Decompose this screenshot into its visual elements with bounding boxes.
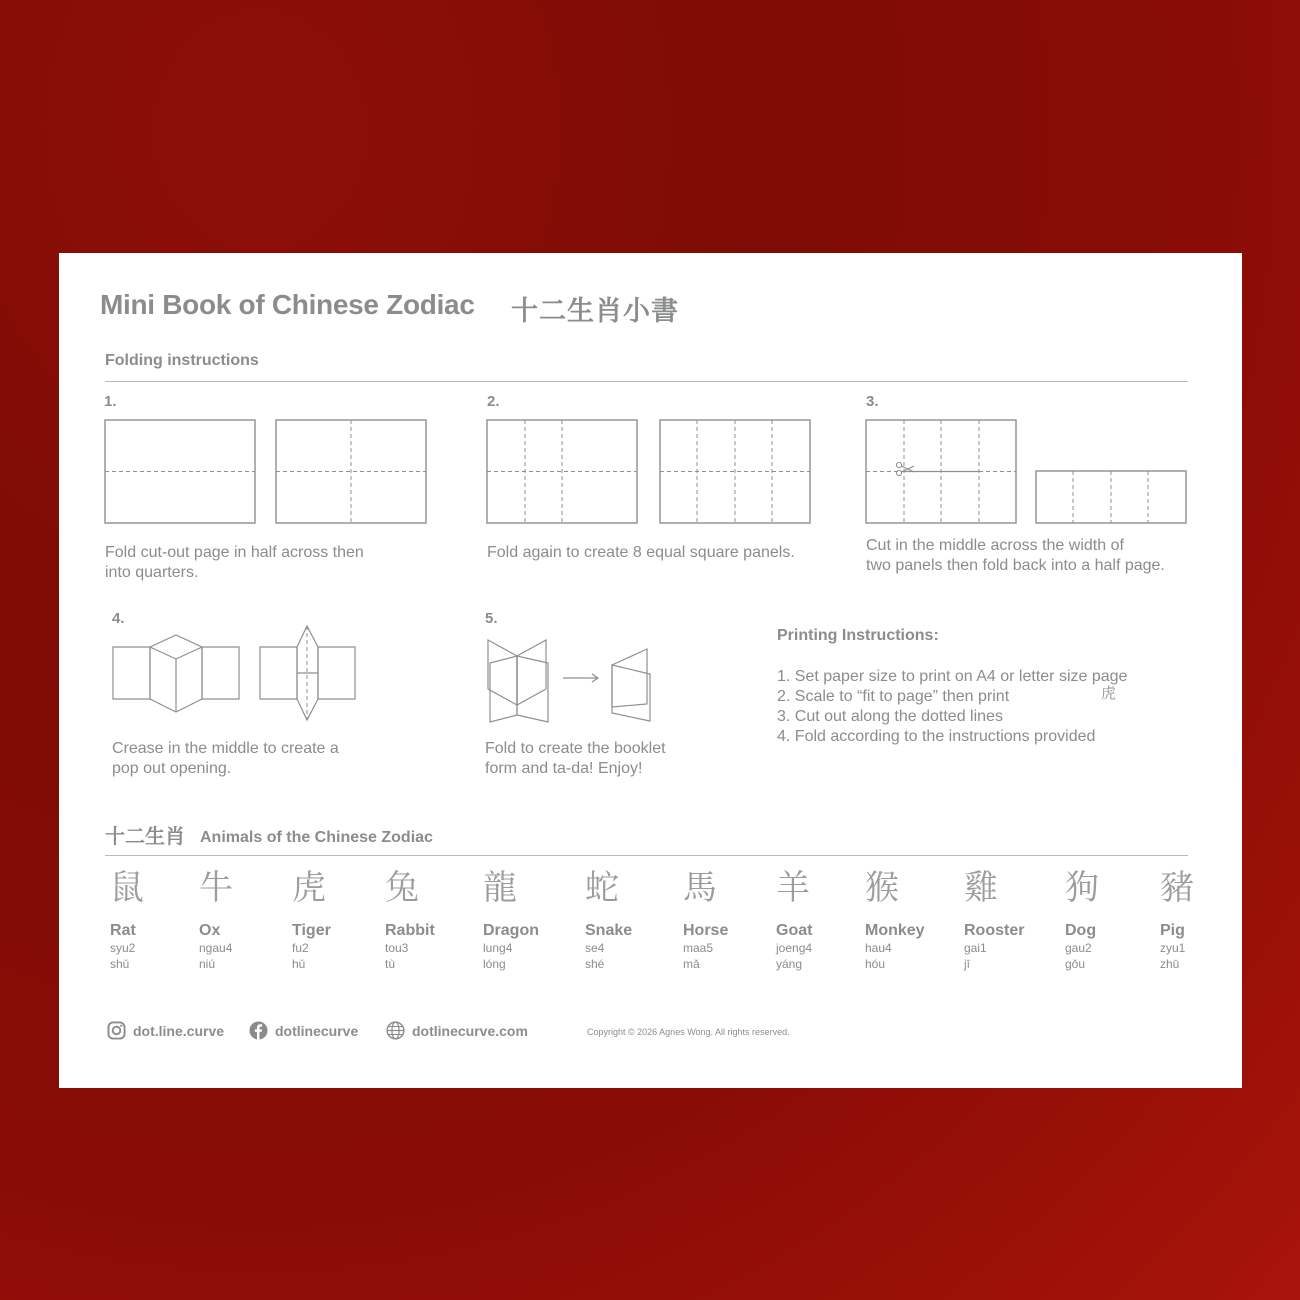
facebook-label: dotlinecurve: [275, 1022, 359, 1039]
zodiac-animal: [964, 868, 1064, 972]
zodiac-name: Rabbit: [385, 922, 435, 939]
zodiac-pinyin: shé: [585, 957, 605, 971]
zodiac-pinyin: jī: [964, 957, 970, 971]
instagram-link[interactable]: [107, 1021, 224, 1040]
step-5-caption-line-2: form and ta-da! Enjoy!: [485, 760, 643, 777]
step-5-number: 5.: [485, 610, 498, 627]
zodiac-animal: [110, 868, 210, 972]
step-5-diagram: [488, 640, 650, 722]
zodiac-name: Dog: [1065, 922, 1097, 939]
zodiac-name: Horse: [683, 922, 729, 939]
step-1-caption-line-2: into quarters.: [105, 564, 199, 581]
zodiac-name: Goat: [776, 922, 813, 939]
step-2-caption-line-1: Fold again to create 8 equal square panels.: [487, 544, 795, 561]
copyright-notice: Copyright © 2026 Agnes Wong. All rights reserved.: [587, 1027, 790, 1037]
step-1-number: 1.: [104, 393, 117, 410]
website-label: dotlinecurve.com: [412, 1022, 528, 1039]
zodiac-name: Dragon: [483, 922, 539, 939]
zodiac-animal: [385, 868, 485, 972]
zodiac-pinyin: yáng: [776, 957, 803, 971]
zodiac-name: Tiger: [292, 922, 331, 939]
zodiac-animal: [683, 868, 783, 972]
step-1-caption: [105, 543, 445, 583]
step-3-caption-line-1: Cut in the middle across the width of: [866, 537, 1124, 554]
zodiac-jyutping: ngau4: [199, 941, 233, 955]
zodiac-name: Rooster: [964, 922, 1025, 939]
zodiac-jyutping: se4: [585, 941, 605, 955]
zodiac-glyph: 鼠: [110, 869, 144, 907]
step-3-caption: [866, 536, 1206, 576]
zodiac-animal: [292, 868, 392, 972]
zodiac-name: Pig: [1160, 922, 1185, 939]
zodiac-animal: [483, 868, 583, 972]
zodiac-glyph: 猴: [865, 869, 899, 907]
zodiac-glyph: 羊: [776, 869, 810, 907]
step-1-diagram: [105, 420, 426, 523]
website-link[interactable]: [386, 1021, 528, 1040]
step-4-number: 4.: [112, 610, 125, 627]
zodiac-name: Snake: [585, 922, 633, 939]
zodiac-glyph: 蛇: [585, 869, 619, 907]
zodiac-jyutping: zyu1: [1160, 941, 1186, 955]
zodiac-glyph: 豬: [1160, 869, 1194, 907]
zodiac-pinyin: hóu: [865, 957, 886, 971]
step-4-diagram: [113, 626, 355, 720]
zodiac-divider: [105, 855, 1188, 856]
step-5-caption: [485, 739, 745, 779]
step-3-diagram: [866, 420, 1186, 523]
printing-list: [777, 667, 1127, 747]
step-2-number: 2.: [487, 393, 500, 410]
zodiac-glyph: 雞: [964, 869, 998, 907]
zodiac-glyph: 龍: [483, 869, 517, 907]
facebook-link[interactable]: [249, 1021, 358, 1040]
zodiac-glyph: 虎: [292, 869, 326, 907]
zodiac-pinyin: niú: [199, 957, 216, 971]
zodiac-jyutping: gai1: [964, 941, 987, 955]
step-2-diagram: [487, 420, 810, 523]
zodiac-jyutping: syu2: [110, 941, 136, 955]
zodiac-glyph: 牛: [199, 869, 233, 907]
zodiac-heading: Animals of the Chinese Zodiac: [200, 829, 433, 846]
zodiac-pinyin: lóng: [483, 957, 506, 971]
facebook-icon: [249, 1021, 268, 1040]
instagram-icon: [107, 1021, 126, 1040]
printing-item-4: 4. Fold according to the instructions provided: [777, 728, 1096, 745]
instagram-label: dot.line.curve: [133, 1022, 225, 1039]
zodiac-pinyin: hǔ: [292, 957, 306, 971]
folding-heading: Folding instructions: [105, 352, 259, 369]
zodiac-name: Rat: [110, 922, 136, 939]
zodiac-animal: [865, 868, 965, 972]
zodiac-pinyin: tù: [385, 957, 396, 971]
step-4-caption: [112, 739, 412, 779]
zodiac-jyutping: hau4: [865, 941, 892, 955]
scissors-icon: [896, 462, 914, 475]
step-2-caption: [487, 543, 847, 563]
step-4-caption-line-1: Crease in the middle to create a: [112, 740, 339, 757]
zodiac-pinyin: shǔ: [110, 957, 130, 971]
step-3-caption-line-2: two panels then fold back into a half page.: [866, 557, 1165, 574]
printing-heading: Printing Instructions:: [777, 627, 939, 644]
zodiac-jyutping: gau2: [1065, 941, 1092, 955]
zodiac-pinyin: mǎ: [683, 957, 700, 971]
zodiac-jyutping: lung4: [483, 941, 513, 955]
zodiac-heading-chinese: 十二生肖: [105, 826, 185, 848]
zodiac-glyph: 馬: [683, 869, 717, 907]
globe-icon: [386, 1021, 405, 1040]
zodiac-jyutping: maa5: [683, 941, 714, 955]
step-3-number: 3.: [866, 393, 879, 410]
zodiac-name: Monkey: [865, 922, 925, 939]
zodiac-animal: [199, 868, 299, 972]
zodiac-glyph: 狗: [1065, 869, 1099, 907]
printing-item-1: 1. Set paper size to print on A4 or letter size page: [777, 668, 1128, 685]
printable-sheet: [59, 253, 1242, 1088]
zodiac-pinyin: gǒu: [1065, 957, 1086, 971]
printing-item-2: 2. Scale to “fit to page” then print: [777, 688, 1010, 705]
zodiac-jyutping: joeng4: [776, 941, 813, 955]
step-4-caption-line-2: pop out opening.: [112, 760, 232, 777]
printing-item-3: 3. Cut out along the dotted lines: [777, 708, 1003, 725]
zodiac-animal: [1065, 868, 1165, 972]
step-5-caption-line-1: Fold to create the booklet: [485, 740, 666, 757]
zodiac-jyutping: tou3: [385, 941, 409, 955]
zodiac-glyph: 兔: [385, 869, 419, 907]
zodiac-animal: [585, 868, 685, 972]
page-title: Mini Book of Chinese Zodiac: [100, 289, 475, 320]
zodiac-animal: [1160, 868, 1230, 972]
page-title-chinese: 十二生肖小書: [511, 296, 679, 326]
step-1-caption-line-1: Fold cut-out page in half across then: [105, 544, 364, 561]
zodiac-animal: [776, 868, 876, 972]
zodiac-name: Ox: [199, 922, 221, 939]
zodiac-pinyin: zhū: [1160, 957, 1180, 971]
stray-glyph: 虎: [1101, 685, 1117, 702]
zodiac-jyutping: fu2: [292, 941, 309, 955]
